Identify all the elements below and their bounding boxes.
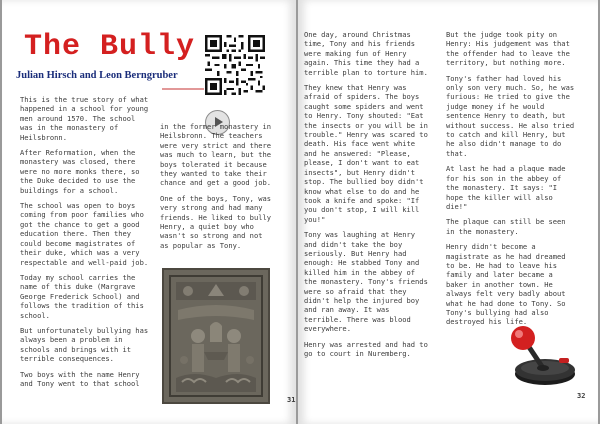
- paragraph: But unfortunately bullying has always been a problem in schools and brings with it terrible consequences.: [20, 325, 149, 364]
- paragraph: The plaque can still be seen in the monastery.: [446, 217, 566, 236]
- column-2: [160, 122, 275, 256]
- column-3: [304, 30, 432, 364]
- paragraph: in the former monastery in Heilsbronn. The teachers were very strict and there was much to learn, but the boys tolerated it because they wanted to take their chance and get a good job.: [160, 122, 272, 188]
- article-authors: Julian Hirsch and Leon Berngruber: [16, 70, 178, 81]
- page-number-right: 32: [577, 392, 586, 400]
- joystick-icon: [503, 322, 579, 388]
- column-1: [20, 95, 150, 394]
- qr-code-icon[interactable]: [205, 35, 265, 95]
- paragraph: Two boys with the name Henry and Tony went to that school: [20, 369, 140, 388]
- paragraph: Tony's father had loved his only son very much. So, he was furious: He tried to give the judge money if he would sentence Henry to death, but without success. He also tried to catch and kill Henry, but he also didn't manage to do that.: [446, 73, 575, 158]
- paragraph: Henry didn't become a magistrate as he had dreamed to be. He had to leave his family and later became a baker in another town. He always felt very badly about what he had done to Tony. So Tony's bullying had also destroyed his life.: [446, 242, 566, 327]
- audio-player-line: [162, 84, 204, 94]
- paragraph: One of the boys, Tony, was very strong and had many friends. He liked to bully Henry, a quiet boy who wasn't so strong and not as popular as Tony.: [160, 193, 272, 250]
- paragraph: They knew that Henry was afraid of spiders. The boys caught some spiders and went to Henry. Tony shouted: "Eat the insects or you will be in trouble." Henry was scared to death. His face went white and he answered: "Please, please, I don't want to eat insects", but Henry didn't stop. The bullied boy didn't know what else to do and he took a knife and spoke: "If you don't stop, I will kill you!": [304, 83, 428, 224]
- paragraph: But the judge took pity on Henry: His judgement was that the offender had to leave the territory, but nothing more.: [446, 30, 570, 68]
- paragraph: Today my school carries the name of this duke (Margrave George Frederick School) and follows the tradition of this school.: [20, 272, 144, 320]
- article-title: The Bully: [24, 30, 196, 64]
- column-4: [446, 30, 578, 333]
- paragraph: Tony was laughing at Henry and didn't take the boy seriously. But Henry had enough: He stabbed Tony and killed him in the abbey of the monastery. Tony's friends were so afraid that they didn't help the injured boy and ran away. It was terrible. There was blood everywhere.: [304, 230, 428, 334]
- carved-plaque-image: [162, 268, 270, 404]
- paragraph: This is the true story of what happened in a school for young men around 1570. The school was in the monastery of Heilsbronn.: [20, 95, 149, 142]
- paragraph: Henry was arrested and had to go to court in Nuremberg.: [304, 339, 428, 358]
- paragraph: At last he had a plaque made for his son in the abbey of the monastery. It says: "I hope the killer will also die!": [446, 164, 566, 211]
- paragraph: One day, around Christmas time, Tony and his friends were making fun of Henry again. This time they had a terrible plan to torture him.: [304, 30, 428, 77]
- left-page: [2, 0, 296, 424]
- paragraph: After Reformation, when the monastery was closed, there were no more monks there, so the Duke decided to use the buildings for a school.: [20, 148, 140, 195]
- paragraph: The school was open to boys coming from poor families who got the chance to get a good education there. Then they could become magistrates of their duke, which was a very respectable and well-paid job.: [20, 201, 149, 267]
- plaque-relief: [164, 270, 268, 402]
- page-number-left: 31: [287, 396, 296, 404]
